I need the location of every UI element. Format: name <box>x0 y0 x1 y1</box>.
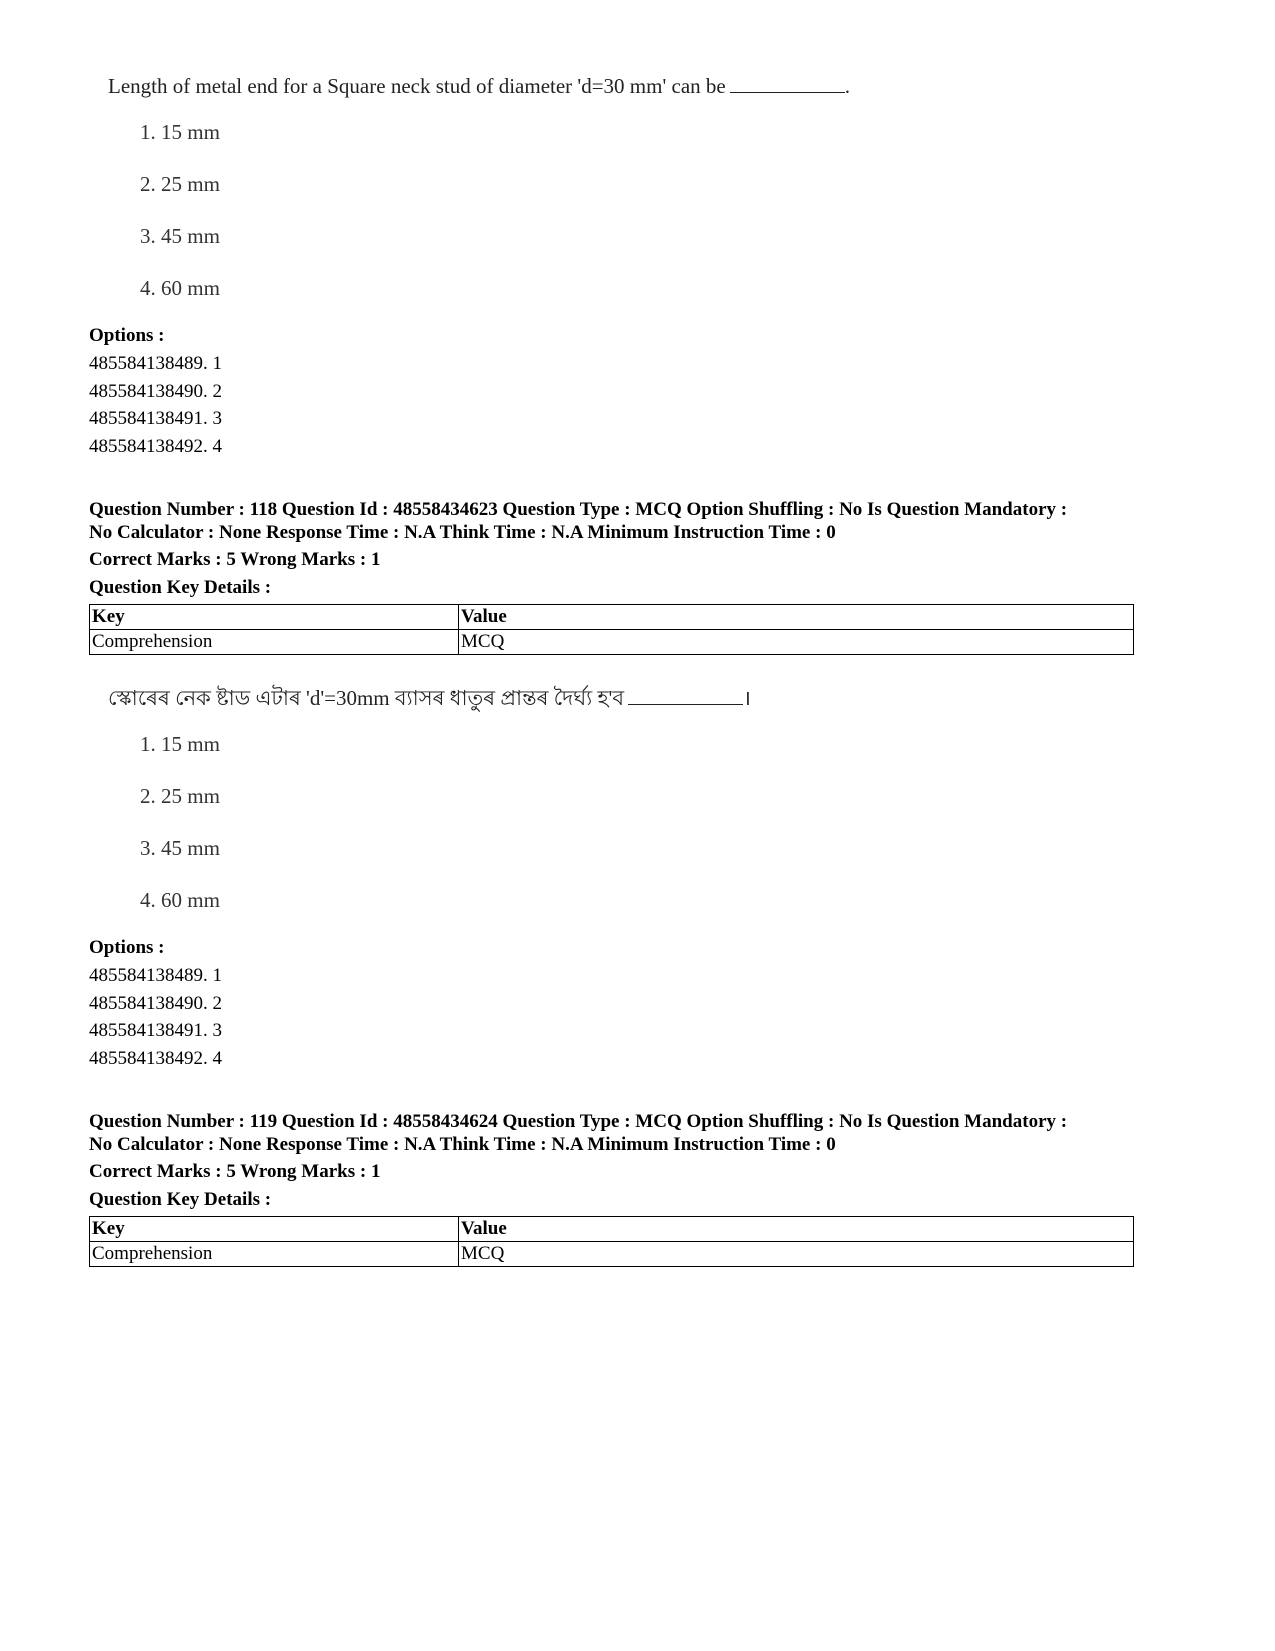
option-line: 485584138490. 2 <box>89 992 222 1014</box>
option-line: 485584138491. 3 <box>89 408 222 429</box>
table-cell: Comprehension <box>90 630 459 655</box>
key-details-title: Question Key Details : <box>89 1189 272 1210</box>
table-row <box>90 630 1134 655</box>
question-stem-text: Length of metal end for a Square neck stud of diameter 'd=30 mm' can be <box>108 74 726 98</box>
question-stem <box>108 66 1008 106</box>
answer-blank <box>730 68 845 93</box>
image-option: 4. 60 mm <box>140 888 220 912</box>
image-option: 4. 60 mm <box>140 276 220 300</box>
question-meta-line: No Calculator : None Response Time : N.A Think Time : N.A Minimum Instruction Time : 0 <box>89 1134 836 1155</box>
option-line: 485584138491. 3 <box>89 1020 222 1041</box>
key-details-table <box>89 604 1134 655</box>
question-stem-text: স্কোৰেৰ নেক ষ্টাড এটাৰ 'd'=30mm ব্যাসৰ ধাতুৰ প্ৰান্তৰ দৈৰ্ঘ্য হ'ব <box>108 686 625 710</box>
table-header-cell: Key <box>90 605 459 630</box>
table-header-row <box>90 1217 1134 1242</box>
option-line: 485584138489. 1 <box>89 965 222 986</box>
question-stem-end: । <box>743 686 751 710</box>
marks-line: Correct Marks : 5 Wrong Marks : 1 <box>89 549 381 570</box>
option-line: 485584138492. 4 <box>89 435 222 457</box>
question-119-metadata <box>89 1110 1179 1267</box>
answer-blank <box>628 680 743 705</box>
image-option: 3. 45 mm <box>140 836 220 860</box>
option-line: 485584138490. 2 <box>89 380 222 402</box>
options-title: Options : <box>89 937 165 958</box>
question-stem <box>108 678 1008 718</box>
option-line: 485584138492. 4 <box>89 1047 222 1069</box>
question-118-options <box>89 934 1179 1072</box>
image-option: 1. 15 mm <box>140 120 220 144</box>
question-118-metadata <box>89 498 1179 655</box>
question-117-image <box>108 66 1008 314</box>
table-cell: Comprehension <box>90 1242 459 1267</box>
table-header-row <box>90 605 1134 630</box>
table-row <box>90 1242 1134 1267</box>
question-meta-line: No Calculator : None Response Time : N.A Think Time : N.A Minimum Instruction Time : 0 <box>89 522 836 543</box>
image-option: 1. 15 mm <box>140 732 220 756</box>
image-option: 2. 25 mm <box>140 172 220 196</box>
table-cell: MCQ <box>459 630 1134 655</box>
image-option: 2. 25 mm <box>140 784 220 808</box>
question-meta-line: Question Number : 118 Question Id : 48558434623 Question Type : MCQ Option Shuffling : No Is Question Mandatory : <box>89 499 1068 520</box>
question-118-image <box>108 678 1008 926</box>
option-line: 485584138489. 1 <box>89 353 222 374</box>
table-cell: MCQ <box>459 1242 1134 1267</box>
table-header-cell: Value <box>459 605 1134 630</box>
question-meta-line: Question Number : 119 Question Id : 48558434624 Question Type : MCQ Option Shuffling : No Is Question Mandatory : <box>89 1111 1068 1132</box>
key-details-table <box>89 1216 1134 1267</box>
table-header-cell: Value <box>459 1217 1134 1242</box>
options-title: Options : <box>89 325 165 346</box>
question-117-options <box>89 322 1179 460</box>
marks-line: Correct Marks : 5 Wrong Marks : 1 <box>89 1161 381 1182</box>
table-header-cell: Key <box>90 1217 459 1242</box>
key-details-title: Question Key Details : <box>89 577 272 598</box>
question-stem-end: . <box>844 74 850 98</box>
image-option: 3. 45 mm <box>140 224 220 248</box>
